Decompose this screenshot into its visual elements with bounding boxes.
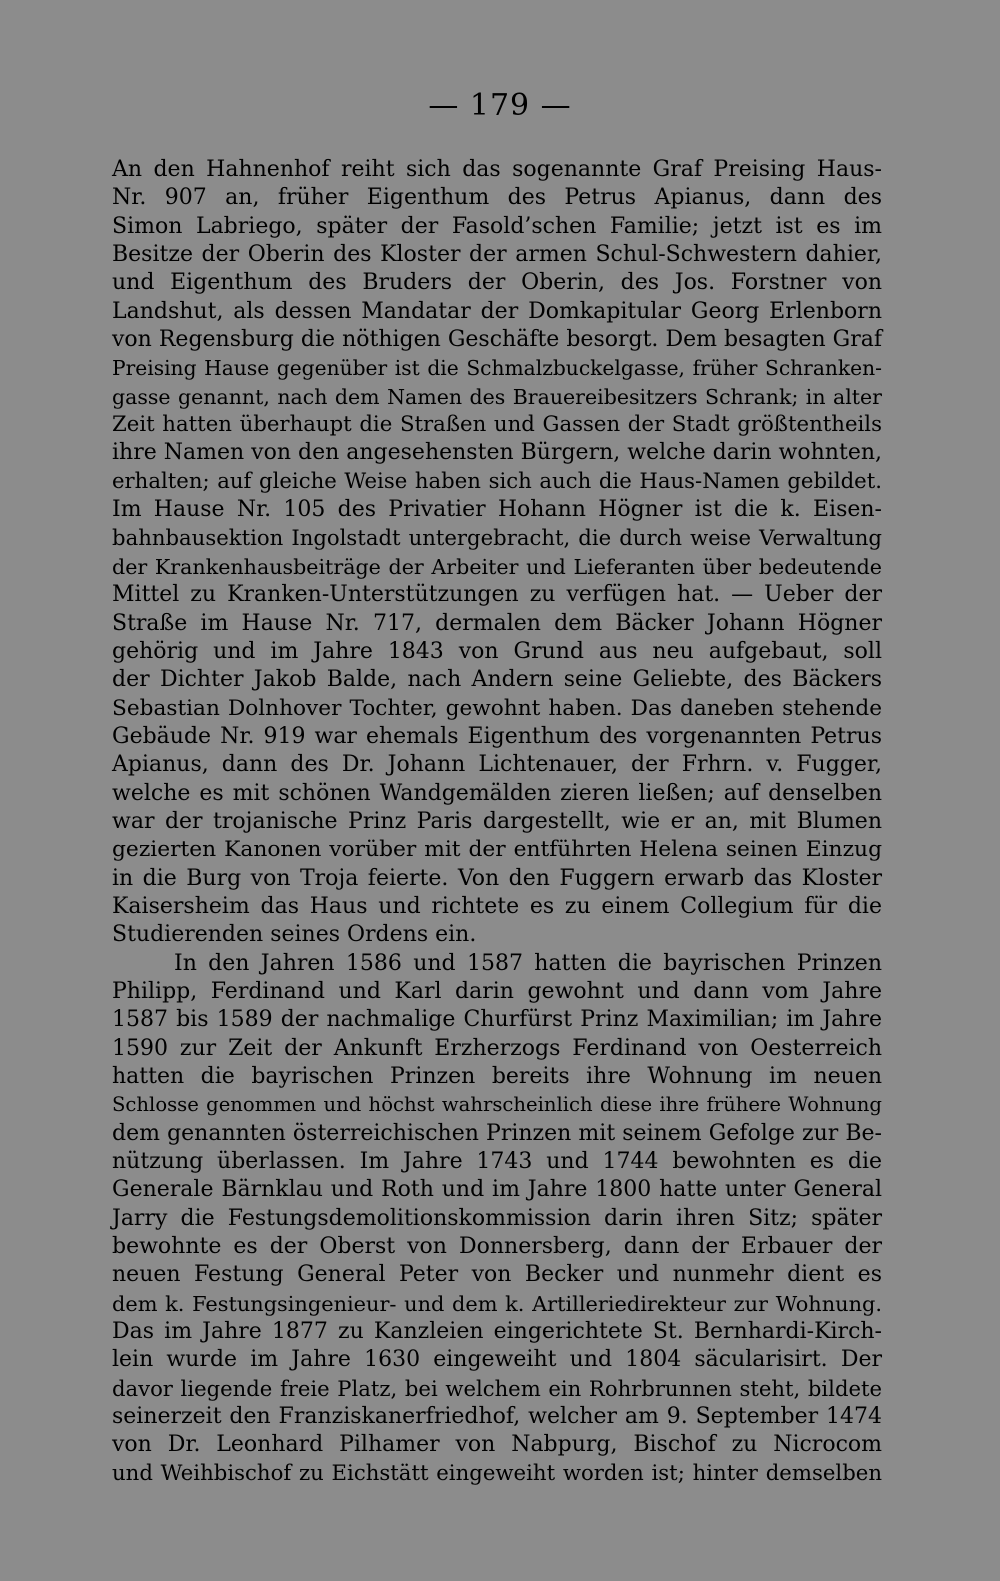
text-line: Besitze der Oberin des Kloster der armen Schul-Schwestern dahier, [112,242,882,268]
text-line: gasse genannt, nach dem Namen des Brauereibesitzers Schrank; in alter [112,384,882,409]
text-line: Apianus, dann des Dr. Johann Lichtenauer, der Frhrn. v. Fugger, [112,752,882,778]
text-line: erhalten; auf gleiche Weise haben sich auch die Haus-Namen gebildet. [112,468,882,494]
text-line: Kaisersheim das Haus und richtete es zu einem Collegium für die [112,893,882,919]
text-line: Jarry die Festungsdemolitionskommission darin ihren Sitz; später [112,1205,882,1231]
text-line: von Dr. Leonhard Pilhamer von Nabpurg, Bischof zu Nicrocom [112,1432,882,1458]
page-number: — 179 — [428,88,572,123]
text-line: Sebastian Dolnhover Tochter, gewohnt haben. Das daneben stehende [112,695,882,721]
text-line: von Regensburg die nöthigen Geschäfte besorgt. Dem besagten Graf [112,327,882,353]
text-line: seinerzeit den Franziskanerfriedhof, welcher am 9. September 1474 [112,1404,882,1430]
text-line: bewohnte es der Oberst von Donnersberg, dann der Erbauer der [112,1234,882,1260]
text-line: 1587 bis 1589 der nachmalige Churfürst Prinz Maximilian; im Jahre [112,1007,882,1033]
text-line: nützung überlassen. Im Jahre 1743 und 1744 bewohnten es die [112,1149,882,1175]
text-line: Philipp, Ferdinand und Karl darin gewohnt und dann vom Jahre [112,978,882,1004]
text-line: welche es mit schönen Wandgemälden zieren ließen; auf denselben [112,780,882,806]
text-line: lein wurde im Jahre 1630 eingeweiht und 1804 säcularisirt. Der [112,1347,882,1373]
text-line: war der trojanische Prinz Paris dargestellt, wie er an, mit Blumen [112,808,882,834]
text-line: Gebäude Nr. 919 war ehemals Eigenthum des vorgenannten Petrus [112,723,882,749]
text-line: Preising Hause gegenüber ist die Schmalzbuckelgasse, früher Schranken- [112,356,882,381]
text-line: gezierten Kanonen vorüber mit der entführten Helena seinen Einzug [112,837,882,863]
text-line: der Krankenhausbeiträge der Arbeiter und Lieferanten über bedeutende [112,554,882,579]
text-line: Im Hause Nr. 105 des Privatier Hohann Högner ist die k. Eisen- [112,497,882,523]
text-line: Landshut, als dessen Mandatar der Domkapitular Georg Erlenborn [112,298,882,324]
text-line: Mittel zu Kranken-Unterstützungen zu verfügen hat. — Ueber der [112,582,882,608]
text-line: An den Hahnenhof reiht sich das sogenannte Graf Preising Haus- [112,157,882,182]
text-line: neuen Festung General Peter von Becker und nunmehr dient es [112,1262,882,1288]
text-line: Das im Jahre 1877 zu Kanzleien eingerichtete St. Bernhardi-Kirch- [112,1319,882,1345]
text-line: bahnbausektion Ingolstadt untergebracht, die durch weise Verwaltung [112,525,882,551]
text-line: der Dichter Jakob Balde, nach Andern seine Geliebte, des Bäckers [112,667,882,693]
text-line: Schlosse genommen und höchst wahrscheinlich diese ihre frühere Wohnung [112,1093,882,1117]
text-line: dem genannten österreichischen Prinzen mit seinem Gefolge zur Be- [112,1120,882,1146]
text-line: hatten die bayrischen Prinzen bereits ihre Wohnung im neuen [112,1064,882,1089]
text-line: davor liegende freie Platz, bei welchem ein Rohrbrunnen steht, bildete [112,1375,882,1401]
text-line: und Weihbischof zu Eichstätt eingeweiht worden ist; hinter demselben [112,1460,882,1486]
text-line: ihre Namen von den angesehensten Bürgern, welche darin wohnten, [112,440,882,466]
text-line: Zeit hatten überhaupt die Straßen und Gassen der Stadt größtentheils [112,412,882,438]
text-line: Generale Bärnklau und Roth und im Jahre 1800 hatte unter General [112,1177,882,1203]
body-text [112,156,882,1488]
text-line: 1590 zur Zeit der Ankunft Erzherzogs Ferdinand von Oesterreich [112,1035,882,1061]
paragraph-end-line: Studierenden seines Ordens ein. [112,922,477,948]
text-line: Simon Labriego, später der Fasold’schen Familie; jetzt ist es im [112,213,882,239]
text-line: gehörig und im Jahre 1843 von Grund aus neu aufgebaut, soll [112,638,882,664]
text-line: und Eigenthum des Bruders der Oberin, des Jos. Forstner von [112,270,882,296]
paragraph-start-line: In den Jahren 1586 und 1587 hatten die bayrischen Prinzen [174,950,882,976]
text-line: Nr. 907 an, früher Eigenthum des Petrus Apianus, dann des [112,185,882,211]
text-line: Straße im Hause Nr. 717, dermalen dem Bäcker Johann Högner [112,610,882,636]
text-line: dem k. Festungsingenieur- und dem k. Artilleriedirekteur zur Wohnung. [112,1291,882,1316]
text-line: in die Burg von Troja feierte. Von den Fuggern erwarb das Kloster [112,865,882,891]
